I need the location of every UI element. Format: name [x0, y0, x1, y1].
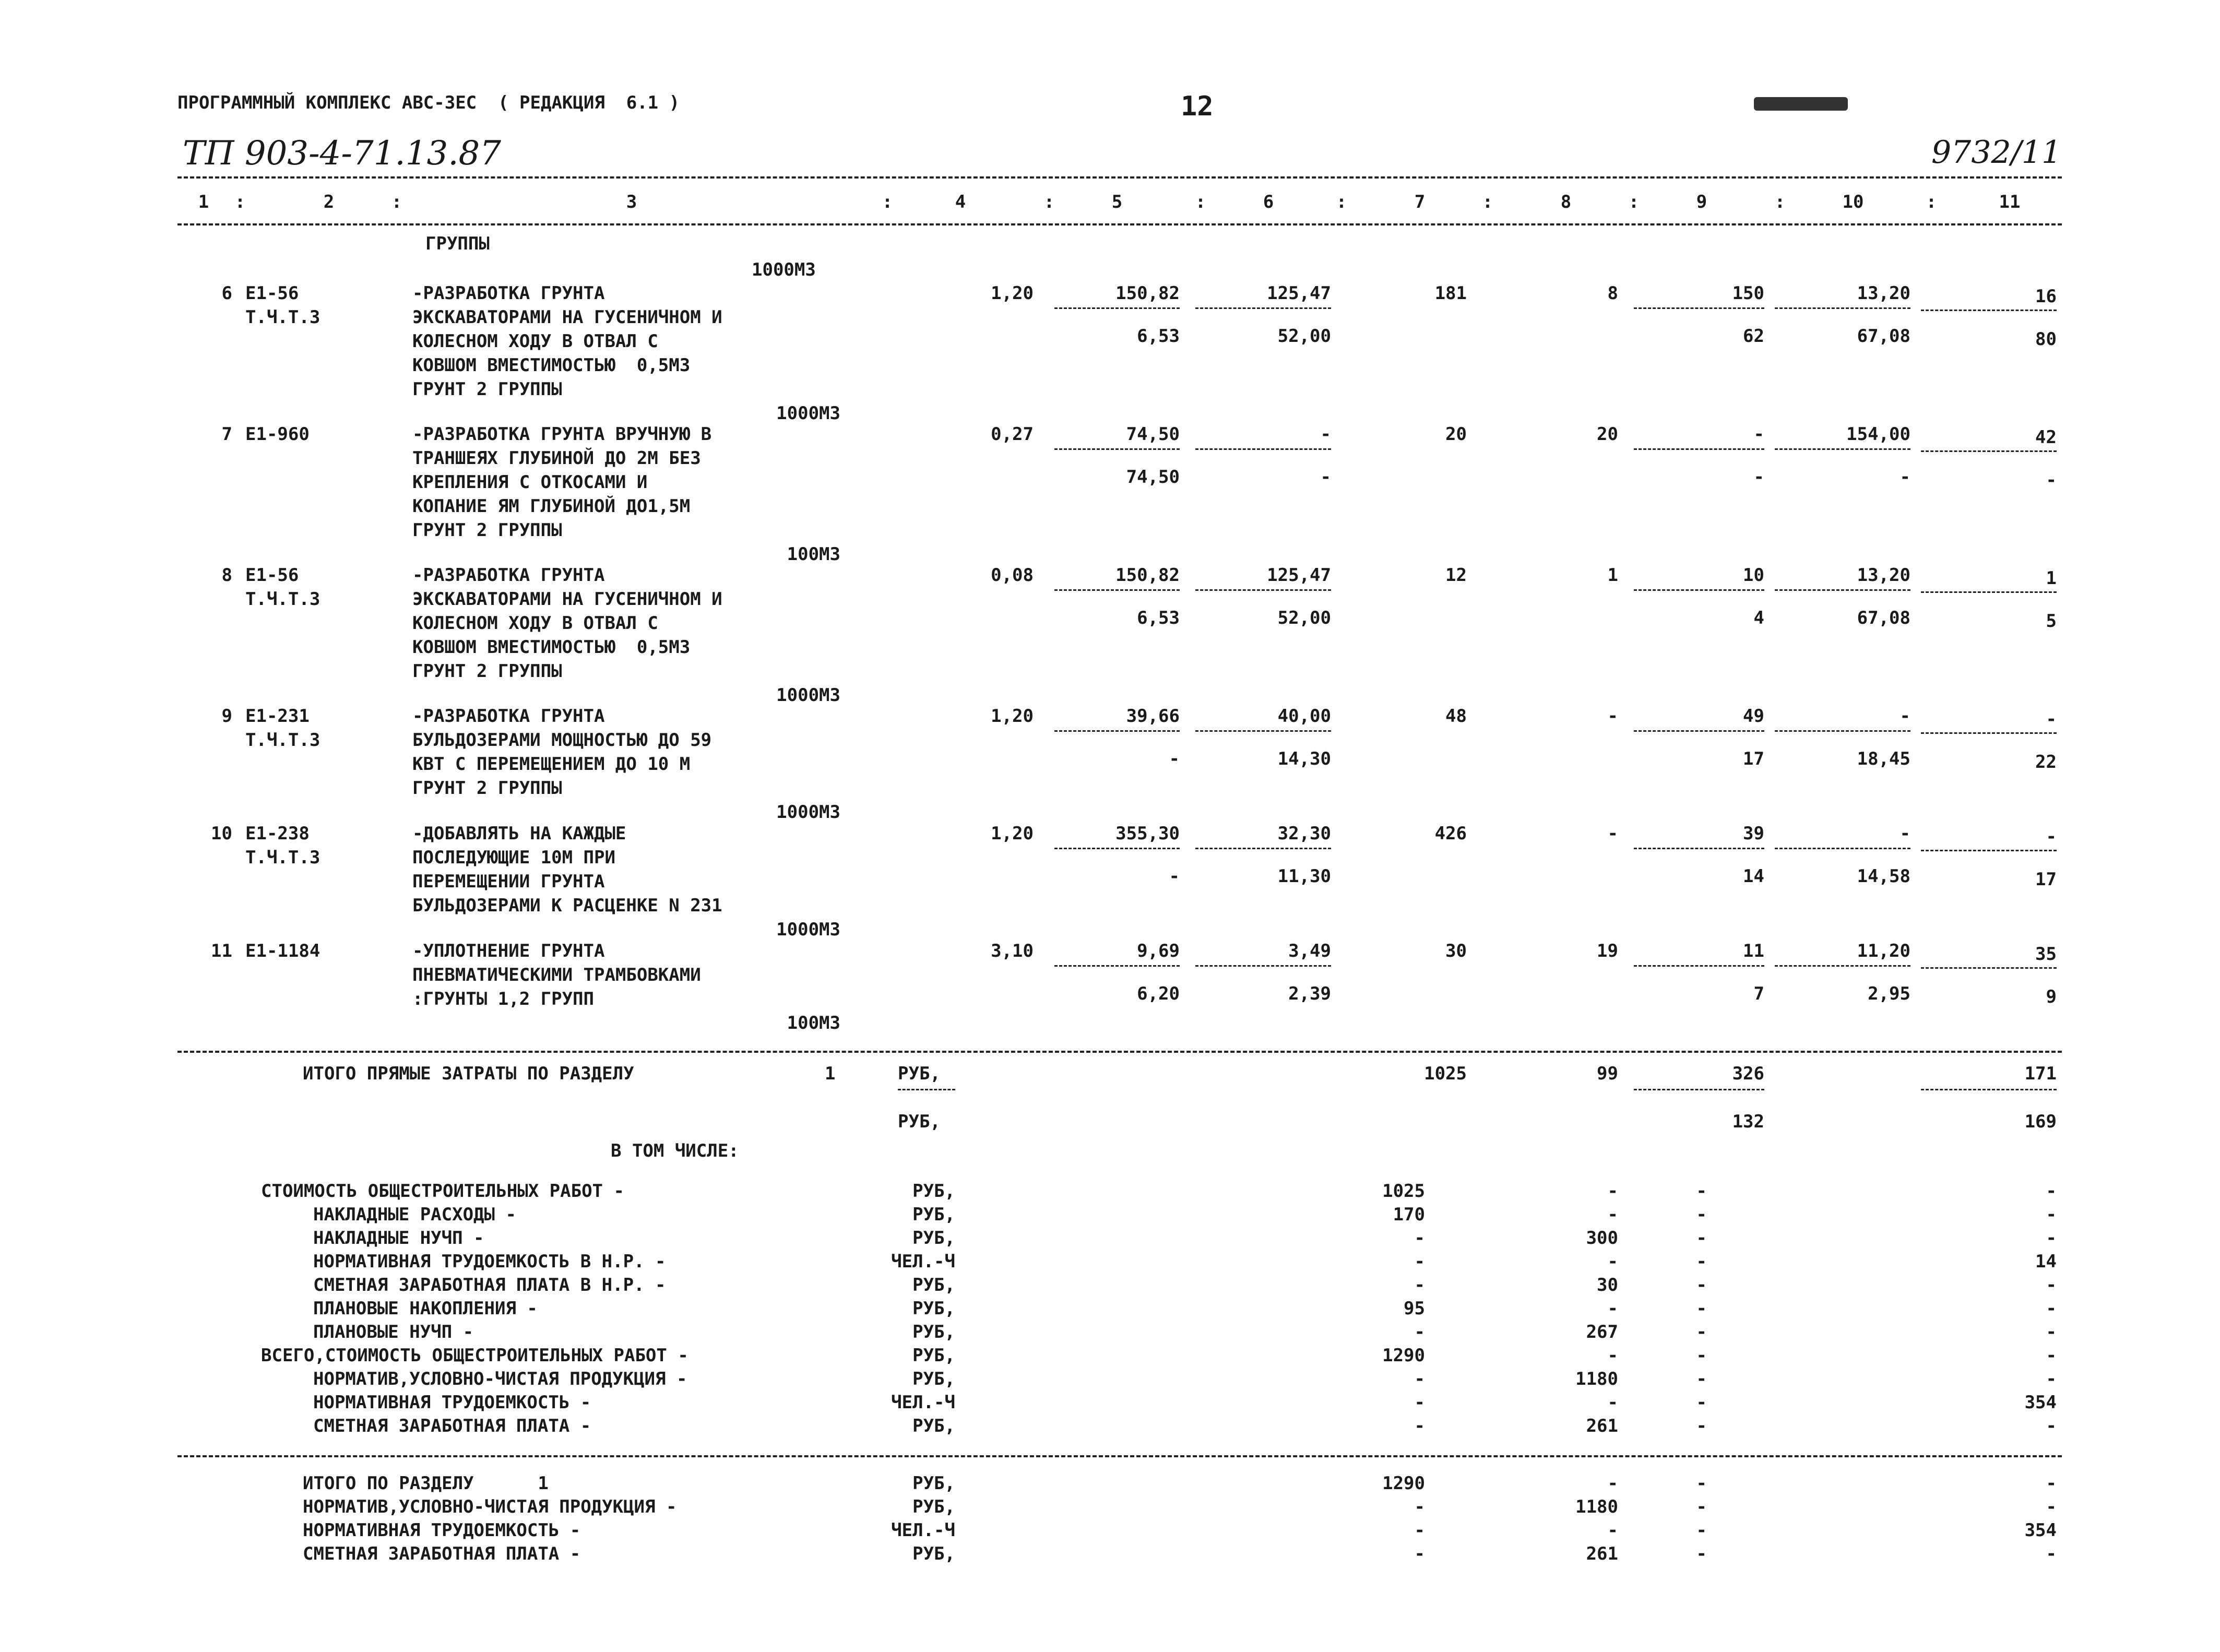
summary-total-cost: 170	[1393, 1204, 1425, 1225]
total-cost: 426	[1434, 823, 1467, 844]
header-rule-bottom	[177, 223, 2062, 225]
work-description-line: КРЕПЛЕНИЯ С ОТКОСАМИ И	[412, 472, 648, 493]
summary-label: ИТОГО ПО РАЗДЕЛУ 1	[303, 1473, 549, 1494]
column-number: 2	[323, 192, 335, 212]
summary-unit: РУБ,	[912, 1473, 955, 1494]
summary-wages: 261	[1586, 1543, 1618, 1564]
summary-unit: РУБ,	[912, 1181, 955, 1202]
wages-cost: -	[1607, 823, 1618, 844]
fraction-rule	[1921, 591, 2057, 593]
summary-machine-cost: -	[1696, 1181, 1707, 1202]
labor-total: 1	[2046, 568, 2057, 589]
work-description-line: КОВШОМ ВМЕСТИМОСТЬЮ 0,5М3	[412, 637, 691, 658]
summary-machine-cost: -	[1696, 1204, 1707, 1225]
continuation-text: ГРУППЫ	[425, 233, 490, 254]
column-separator: :	[1043, 192, 1055, 212]
unit-price: 150,82	[1115, 565, 1180, 586]
summary-machine-cost: -	[1696, 1345, 1707, 1366]
summary-labor: -	[2046, 1298, 2057, 1319]
machine-price: 3,49	[1288, 941, 1331, 961]
summary-unit: ЧЕЛ.-Ч	[891, 1392, 955, 1413]
wages-cost: -	[1607, 706, 1618, 727]
summary-labor: 14	[2035, 1251, 2057, 1272]
column-number: 5	[1111, 192, 1123, 212]
work-description-line: ГРУНТ 2 ГРУППЫ	[412, 778, 562, 799]
fraction-rule	[1195, 448, 1331, 450]
machine-cost: 11	[1743, 941, 1764, 961]
wages-cost: 1	[1607, 565, 1618, 586]
fraction-rule	[1054, 307, 1180, 309]
summary-unit: РУБ,	[912, 1275, 955, 1296]
fraction-rule	[1634, 965, 1764, 967]
rate-code: Е1-231	[245, 706, 310, 727]
work-description-line: -РАЗРАБОТКА ГРУНТА ВРУЧНУЮ В	[412, 424, 712, 445]
total-unit-second: РУБ,	[898, 1111, 941, 1132]
summary-total-cost: -	[1414, 1322, 1425, 1342]
fraction-rule	[1195, 730, 1331, 732]
summary-label: НОРМАТИВНАЯ ТРУДОЕМКОСТЬ -	[313, 1392, 591, 1413]
summary-label: СТОИМОСТЬ ОБЩЕСТРОИТЕЛЬНЫХ РАБОТ -	[261, 1181, 624, 1202]
summary-total-cost: -	[1414, 1251, 1425, 1272]
summary-total-cost: -	[1414, 1392, 1425, 1413]
machine-cost-wages: -	[1753, 467, 1764, 488]
column-number: 4	[955, 192, 966, 212]
total-section: 1	[825, 1063, 836, 1084]
machine-price-wages: 2,39	[1288, 983, 1331, 1004]
quantity: 0,08	[991, 565, 1034, 586]
fraction-rule	[1195, 965, 1331, 967]
summary-total-cost: 1025	[1382, 1181, 1425, 1202]
column-separator: :	[1482, 192, 1493, 212]
row-number: 9	[221, 706, 232, 727]
rate-code: Е1-56	[245, 283, 299, 304]
summary-label: НОРМАТИВНАЯ ТРУДОЕМКОСТЬ В Н.Р. -	[313, 1251, 666, 1272]
machine-cost-wages: 17	[1743, 748, 1764, 769]
labor-total: 42	[2035, 427, 2057, 448]
summary-wages: 1180	[1575, 1496, 1618, 1517]
total-labor-machinists: 169	[2024, 1111, 2057, 1132]
summary-wages: 267	[1586, 1322, 1618, 1342]
work-description-line: -РАЗРАБОТКА ГРУНТА	[412, 565, 605, 586]
summary-unit: РУБ,	[912, 1228, 955, 1249]
summary-unit: РУБ,	[912, 1204, 955, 1225]
fraction-rule	[1775, 730, 1910, 732]
rate-code: Е1-56	[245, 565, 299, 586]
summary-label: СМЕТНАЯ ЗАРАБОТНАЯ ПЛАТА -	[303, 1543, 581, 1564]
summary-total-cost: -	[1414, 1543, 1425, 1564]
measure-unit: 1000М3	[776, 403, 840, 424]
summary-machine-cost: -	[1696, 1496, 1707, 1517]
labor-norm-machinists: -	[1900, 467, 1910, 488]
fraction-rule	[1634, 307, 1764, 309]
summary-label: ПЛАНОВЫЕ НУЧП -	[313, 1322, 474, 1342]
unit-price: 9,69	[1137, 941, 1180, 961]
labor-norm-machinists: 18,45	[1857, 748, 1910, 769]
summary-unit: РУБ,	[912, 1416, 955, 1436]
labor-total: -	[2046, 826, 2057, 847]
quantity: 0,27	[991, 424, 1034, 445]
column-number: 10	[1842, 192, 1864, 212]
work-description-line: :ГРУНТЫ 1,2 ГРУПП	[412, 989, 594, 1009]
project-code: ТП 903-4-71.13.87	[183, 134, 501, 173]
summary-machine-cost: -	[1696, 1520, 1707, 1541]
unit-price-wages: 74,50	[1126, 467, 1180, 488]
summary-total-cost: -	[1414, 1416, 1425, 1436]
summary-labor: -	[2046, 1345, 2057, 1366]
fraction-rule	[1921, 450, 2057, 452]
labor-total: -	[2046, 709, 2057, 730]
work-description-line: ПЕРЕМЕЩЕНИИ ГРУНТА	[412, 871, 605, 892]
work-description-line: КОВШОМ ВМЕСТИМОСТЬЮ 0,5М3	[412, 355, 691, 376]
machine-price: 125,47	[1267, 565, 1331, 586]
summary-total-cost: -	[1414, 1520, 1425, 1541]
program-header: ПРОГРАММНЫЙ КОМПЛЕКС АВС-3ЕС ( РЕДАКЦИЯ 6.1 )	[177, 92, 680, 113]
machine-cost: 39	[1743, 823, 1764, 844]
column-separator: :	[882, 192, 893, 212]
labor-norm: 11,20	[1857, 941, 1910, 961]
total-wages: 99	[1597, 1063, 1618, 1084]
total-rule-top	[177, 1051, 2062, 1053]
unit-price: 150,82	[1115, 283, 1180, 304]
work-description-line: ГРУНТ 2 ГРУППЫ	[412, 520, 562, 541]
column-number: 1	[198, 192, 209, 212]
unit-price-wages: -	[1169, 748, 1180, 769]
machine-cost-wages: 4	[1753, 608, 1764, 628]
summary-rule	[177, 1455, 2062, 1457]
summary-labor: 354	[2024, 1392, 2057, 1413]
work-description-line: -ДОБАВЛЯТЬ НА КАЖДЫЕ	[412, 823, 626, 844]
summary-labor: -	[2046, 1473, 2057, 1494]
fraction-rule	[1634, 848, 1764, 849]
machine-price-wages: 14,30	[1277, 748, 1331, 769]
work-description-line: -РАЗРАБОТКА ГРУНТА	[412, 706, 605, 727]
summary-label: СМЕТНАЯ ЗАРАБОТНАЯ ПЛАТА -	[313, 1416, 591, 1436]
wages-cost: 20	[1597, 424, 1618, 445]
summary-label: НОРМАТИВНАЯ ТРУДОЕМКОСТЬ -	[303, 1520, 581, 1541]
summary-machine-cost: -	[1696, 1275, 1707, 1296]
machine-price: 32,30	[1277, 823, 1331, 844]
summary-unit: РУБ,	[912, 1543, 955, 1564]
labor-total-machinists: 80	[2035, 329, 2057, 350]
total-machine-wages: 132	[1732, 1111, 1764, 1132]
fraction-rule	[1634, 448, 1764, 450]
summary-label: НОРМАТИВ,УСЛОВНО-ЧИСТАЯ ПРОДУКЦИЯ -	[303, 1496, 677, 1517]
summary-labor: -	[2046, 1275, 2057, 1296]
column-separator: :	[1195, 192, 1206, 212]
fraction-rule	[1634, 1089, 1764, 1090]
machine-cost: 10	[1743, 565, 1764, 586]
row-number: 6	[221, 283, 232, 304]
column-number: 7	[1414, 192, 1426, 212]
labor-total-machinists: 9	[2046, 987, 2057, 1007]
summary-total-cost: -	[1414, 1369, 1425, 1389]
summary-total-cost: -	[1414, 1228, 1425, 1249]
unit-price-wages: 6,20	[1137, 983, 1180, 1004]
fraction-rule	[1921, 1089, 2057, 1090]
labor-total-machinists: 5	[2046, 611, 2057, 632]
summary-labor: -	[2046, 1204, 2057, 1225]
wages-cost: 19	[1597, 941, 1618, 961]
summary-machine-cost: -	[1696, 1298, 1707, 1319]
labor-norm-machinists: 67,08	[1857, 608, 1910, 628]
rate-code-note: Т.Ч.Т.3	[245, 730, 320, 751]
machine-cost-wages: 62	[1743, 326, 1764, 347]
column-separator: :	[1336, 192, 1347, 212]
machine-price-wages: -	[1320, 467, 1331, 488]
fraction-rule	[1054, 730, 1180, 732]
total-machine-cost: 326	[1732, 1063, 1764, 1084]
quantity: 1,20	[991, 706, 1034, 727]
summary-labor: -	[2046, 1496, 2057, 1517]
summary-wages: -	[1607, 1298, 1618, 1319]
machine-cost: 49	[1743, 706, 1764, 727]
work-description-line: ГРУНТ 2 ГРУППЫ	[412, 379, 562, 400]
machine-cost-wages: 14	[1743, 866, 1764, 887]
measure-unit: 1000М3	[776, 685, 840, 706]
machine-cost-wages: 7	[1753, 983, 1764, 1004]
work-description-line: -УПЛОТНЕНИЕ ГРУНТА	[412, 941, 605, 961]
total-label: ИТОГО ПРЯМЫЕ ЗАТРАТЫ ПО РАЗДЕЛУ	[303, 1063, 634, 1084]
summary-label: НАКЛАДНЫЕ НУЧП -	[313, 1228, 484, 1249]
fraction-rule	[1634, 589, 1764, 591]
total-cost: 12	[1445, 565, 1467, 586]
work-description-line: ЭКСКАВАТОРАМИ НА ГУСЕНИЧНОМ И	[412, 307, 722, 328]
labor-total-machinists: 17	[2035, 869, 2057, 890]
unit-price: 74,50	[1126, 424, 1180, 445]
rate-code-note: Т.Ч.Т.3	[245, 847, 320, 868]
machine-price: 125,47	[1267, 283, 1331, 304]
fraction-rule	[1775, 448, 1910, 450]
fraction-rule	[1195, 307, 1331, 309]
summary-total-cost: -	[1414, 1496, 1425, 1517]
summary-wages: -	[1607, 1473, 1618, 1494]
summary-labor: -	[2046, 1228, 2057, 1249]
labor-total-machinists: -	[2046, 470, 2057, 491]
summary-label: ПЛАНОВЫЕ НАКОПЛЕНИЯ -	[313, 1298, 538, 1319]
labor-total-machinists: 22	[2035, 752, 2057, 772]
column-number: 11	[1999, 192, 2021, 212]
unit-price-wages: -	[1169, 866, 1180, 887]
work-description-line: ПОСЛЕДУЮЩИЕ 10М ПРИ	[412, 847, 615, 868]
machine-price: -	[1320, 424, 1331, 445]
column-separator: :	[1926, 192, 1937, 212]
column-separator: :	[1774, 192, 1786, 212]
labor-norm-machinists: 67,08	[1857, 326, 1910, 347]
machine-price-wages: 11,30	[1277, 866, 1331, 887]
summary-total-cost: 95	[1404, 1298, 1425, 1319]
summary-wages: 300	[1586, 1228, 1618, 1249]
summary-machine-cost: -	[1696, 1228, 1707, 1249]
fraction-rule	[1195, 848, 1331, 849]
summary-labor: -	[2046, 1369, 2057, 1389]
work-description-line: ПНЕВМАТИЧЕСКИМИ ТРАМБОВКАМИ	[412, 965, 701, 985]
rate-code: Е1-960	[245, 424, 310, 445]
column-number: 6	[1263, 192, 1274, 212]
summary-label: НОРМАТИВ,УСЛОВНО-ЧИСТАЯ ПРОДУКЦИЯ -	[313, 1369, 687, 1389]
fraction-rule	[1195, 589, 1331, 591]
work-description-line: ТРАНШЕЯХ ГЛУБИНОЙ ДО 2М БЕЗ	[412, 448, 701, 469]
row-number: 10	[211, 823, 232, 844]
fraction-rule	[1054, 965, 1180, 967]
fraction-rule	[898, 1089, 955, 1090]
summary-label: СМЕТНАЯ ЗАРАБОТНАЯ ПЛАТА В Н.Р. -	[313, 1275, 666, 1296]
labor-total: 16	[2035, 286, 2057, 307]
including-label: В ТОМ ЧИСЛЕ:	[611, 1140, 739, 1161]
summary-wages: -	[1607, 1204, 1618, 1225]
total-cost: 181	[1434, 283, 1467, 304]
summary-total-cost: -	[1414, 1275, 1425, 1296]
unit-price: 39,66	[1126, 706, 1180, 727]
quantity: 3,10	[991, 941, 1034, 961]
wages-cost: 8	[1607, 283, 1618, 304]
work-description-line: БУЛЬДОЗЕРАМИ МОЩНОСТЬЮ ДО 59	[412, 730, 712, 751]
total-cost: 20	[1445, 424, 1467, 445]
summary-label: ВСЕГО,СТОИМОСТЬ ОБЩЕСТРОИТЕЛЬНЫХ РАБОТ -	[261, 1345, 688, 1366]
fraction-rule	[1775, 848, 1910, 849]
summary-unit: РУБ,	[912, 1496, 955, 1517]
summary-total-cost: 1290	[1382, 1473, 1425, 1494]
fraction-rule	[1054, 589, 1180, 591]
labor-norm: 13,20	[1857, 283, 1910, 304]
row-number: 8	[221, 565, 232, 586]
fraction-rule	[1775, 307, 1910, 309]
summary-machine-cost: -	[1696, 1369, 1707, 1389]
unit-price-wages: 6,53	[1137, 608, 1180, 628]
work-description-line: ГРУНТ 2 ГРУППЫ	[412, 661, 562, 682]
measure-unit: 100М3	[787, 1013, 840, 1033]
fraction-rule	[1921, 850, 2057, 851]
labor-norm-machinists: 2,95	[1868, 983, 1910, 1004]
total-cost: 48	[1445, 706, 1467, 727]
machine-cost: 150	[1732, 283, 1764, 304]
rate-code-note: Т.Ч.Т.3	[245, 589, 320, 610]
work-description-line: КОЛЕСНОМ ХОДУ В ОТВАЛ С	[412, 613, 658, 634]
labor-norm: -	[1900, 823, 1910, 844]
fraction-rule	[1634, 730, 1764, 732]
summary-machine-cost: -	[1696, 1416, 1707, 1436]
work-description-line: БУЛЬДОЗЕРАМИ К РАСЦЕНКЕ N 231	[412, 895, 722, 916]
unit-price: 355,30	[1115, 823, 1180, 844]
work-description-line: КОЛЕСНОМ ХОДУ В ОТВАЛ С	[412, 331, 658, 352]
labor-norm: 154,00	[1846, 424, 1910, 445]
page-number: 12	[1181, 91, 1214, 122]
row-number: 11	[211, 941, 232, 961]
sheet-reference: 9732/11	[1931, 134, 2062, 171]
measure-unit: 100М3	[787, 544, 840, 565]
quantity: 1,20	[991, 283, 1034, 304]
summary-labor: -	[2046, 1181, 2057, 1202]
work-description-line: ЭКСКАВАТОРАМИ НА ГУСЕНИЧНОМ И	[412, 589, 722, 610]
summary-wages: -	[1607, 1520, 1618, 1541]
fraction-rule	[1054, 448, 1180, 450]
work-description-line: -РАЗРАБОТКА ГРУНТА	[412, 283, 605, 304]
summary-machine-cost: -	[1696, 1543, 1707, 1564]
fraction-rule	[1921, 732, 2057, 734]
labor-norm: -	[1900, 706, 1910, 727]
summary-unit: ЧЕЛ.-Ч	[891, 1251, 955, 1272]
summary-wages: 1180	[1575, 1369, 1618, 1389]
measure-unit: 1000М3	[776, 919, 840, 940]
fraction-rule	[1775, 965, 1910, 967]
summary-wages: -	[1607, 1251, 1618, 1272]
summary-machine-cost: -	[1696, 1251, 1707, 1272]
column-separator: :	[391, 192, 402, 212]
fraction-rule	[1921, 310, 2057, 311]
header-rule-top	[177, 176, 2062, 179]
unit-price-wages: 6,53	[1137, 326, 1180, 347]
summary-labor: 354	[2024, 1520, 2057, 1541]
fraction-rule	[1054, 848, 1180, 849]
row-number: 7	[221, 424, 232, 445]
stamp-mark	[1754, 97, 1848, 111]
summary-wages: 30	[1597, 1275, 1618, 1296]
summary-unit: РУБ,	[912, 1298, 955, 1319]
summary-machine-cost: -	[1696, 1473, 1707, 1494]
labor-total: 35	[2035, 944, 2057, 965]
rate-code-note: Т.Ч.Т.3	[245, 307, 320, 328]
rate-code: Е1-1184	[245, 941, 320, 961]
continuation-unit: 1000М3	[752, 259, 816, 280]
summary-machine-cost: -	[1696, 1322, 1707, 1342]
summary-wages: -	[1607, 1345, 1618, 1366]
work-description-line: КОПАНИЕ ЯМ ГЛУБИНОЙ ДО1,5М	[412, 496, 691, 517]
machine-cost: -	[1753, 424, 1764, 445]
total-unit: РУБ,	[898, 1063, 941, 1084]
summary-wages: 261	[1586, 1416, 1618, 1436]
column-number: 9	[1696, 192, 1707, 212]
summary-total-cost: 1290	[1382, 1345, 1425, 1366]
column-separator: :	[1628, 192, 1640, 212]
summary-labor: -	[2046, 1322, 2057, 1342]
summary-unit: РУБ,	[912, 1322, 955, 1342]
summary-wages: -	[1607, 1181, 1618, 1202]
machine-price: 40,00	[1277, 706, 1331, 727]
summary-wages: -	[1607, 1392, 1618, 1413]
summary-unit: РУБ,	[912, 1345, 955, 1366]
column-number: 3	[626, 192, 637, 212]
labor-norm-machinists: 14,58	[1857, 866, 1910, 887]
column-number: 8	[1560, 192, 1572, 212]
rate-code: Е1-238	[245, 823, 310, 844]
total-cost: 30	[1445, 941, 1467, 961]
summary-machine-cost: -	[1696, 1392, 1707, 1413]
total-cost: 1025	[1424, 1063, 1467, 1084]
fraction-rule	[1921, 967, 2057, 969]
labor-norm: 13,20	[1857, 565, 1910, 586]
summary-labor: -	[2046, 1416, 2057, 1436]
total-labor: 171	[2024, 1063, 2057, 1084]
column-separator: :	[234, 192, 246, 212]
summary-unit: ЧЕЛ.-Ч	[891, 1520, 955, 1541]
quantity: 1,20	[991, 823, 1034, 844]
machine-price-wages: 52,00	[1277, 326, 1331, 347]
summary-labor: -	[2046, 1543, 2057, 1564]
summary-label: НАКЛАДНЫЕ РАСХОДЫ -	[313, 1204, 516, 1225]
measure-unit: 1000М3	[776, 802, 840, 823]
summary-unit: РУБ,	[912, 1369, 955, 1389]
work-description-line: КВТ С ПЕРЕМЕЩЕНИЕМ ДО 10 М	[412, 754, 691, 775]
fraction-rule	[1775, 589, 1910, 591]
machine-price-wages: 52,00	[1277, 608, 1331, 628]
